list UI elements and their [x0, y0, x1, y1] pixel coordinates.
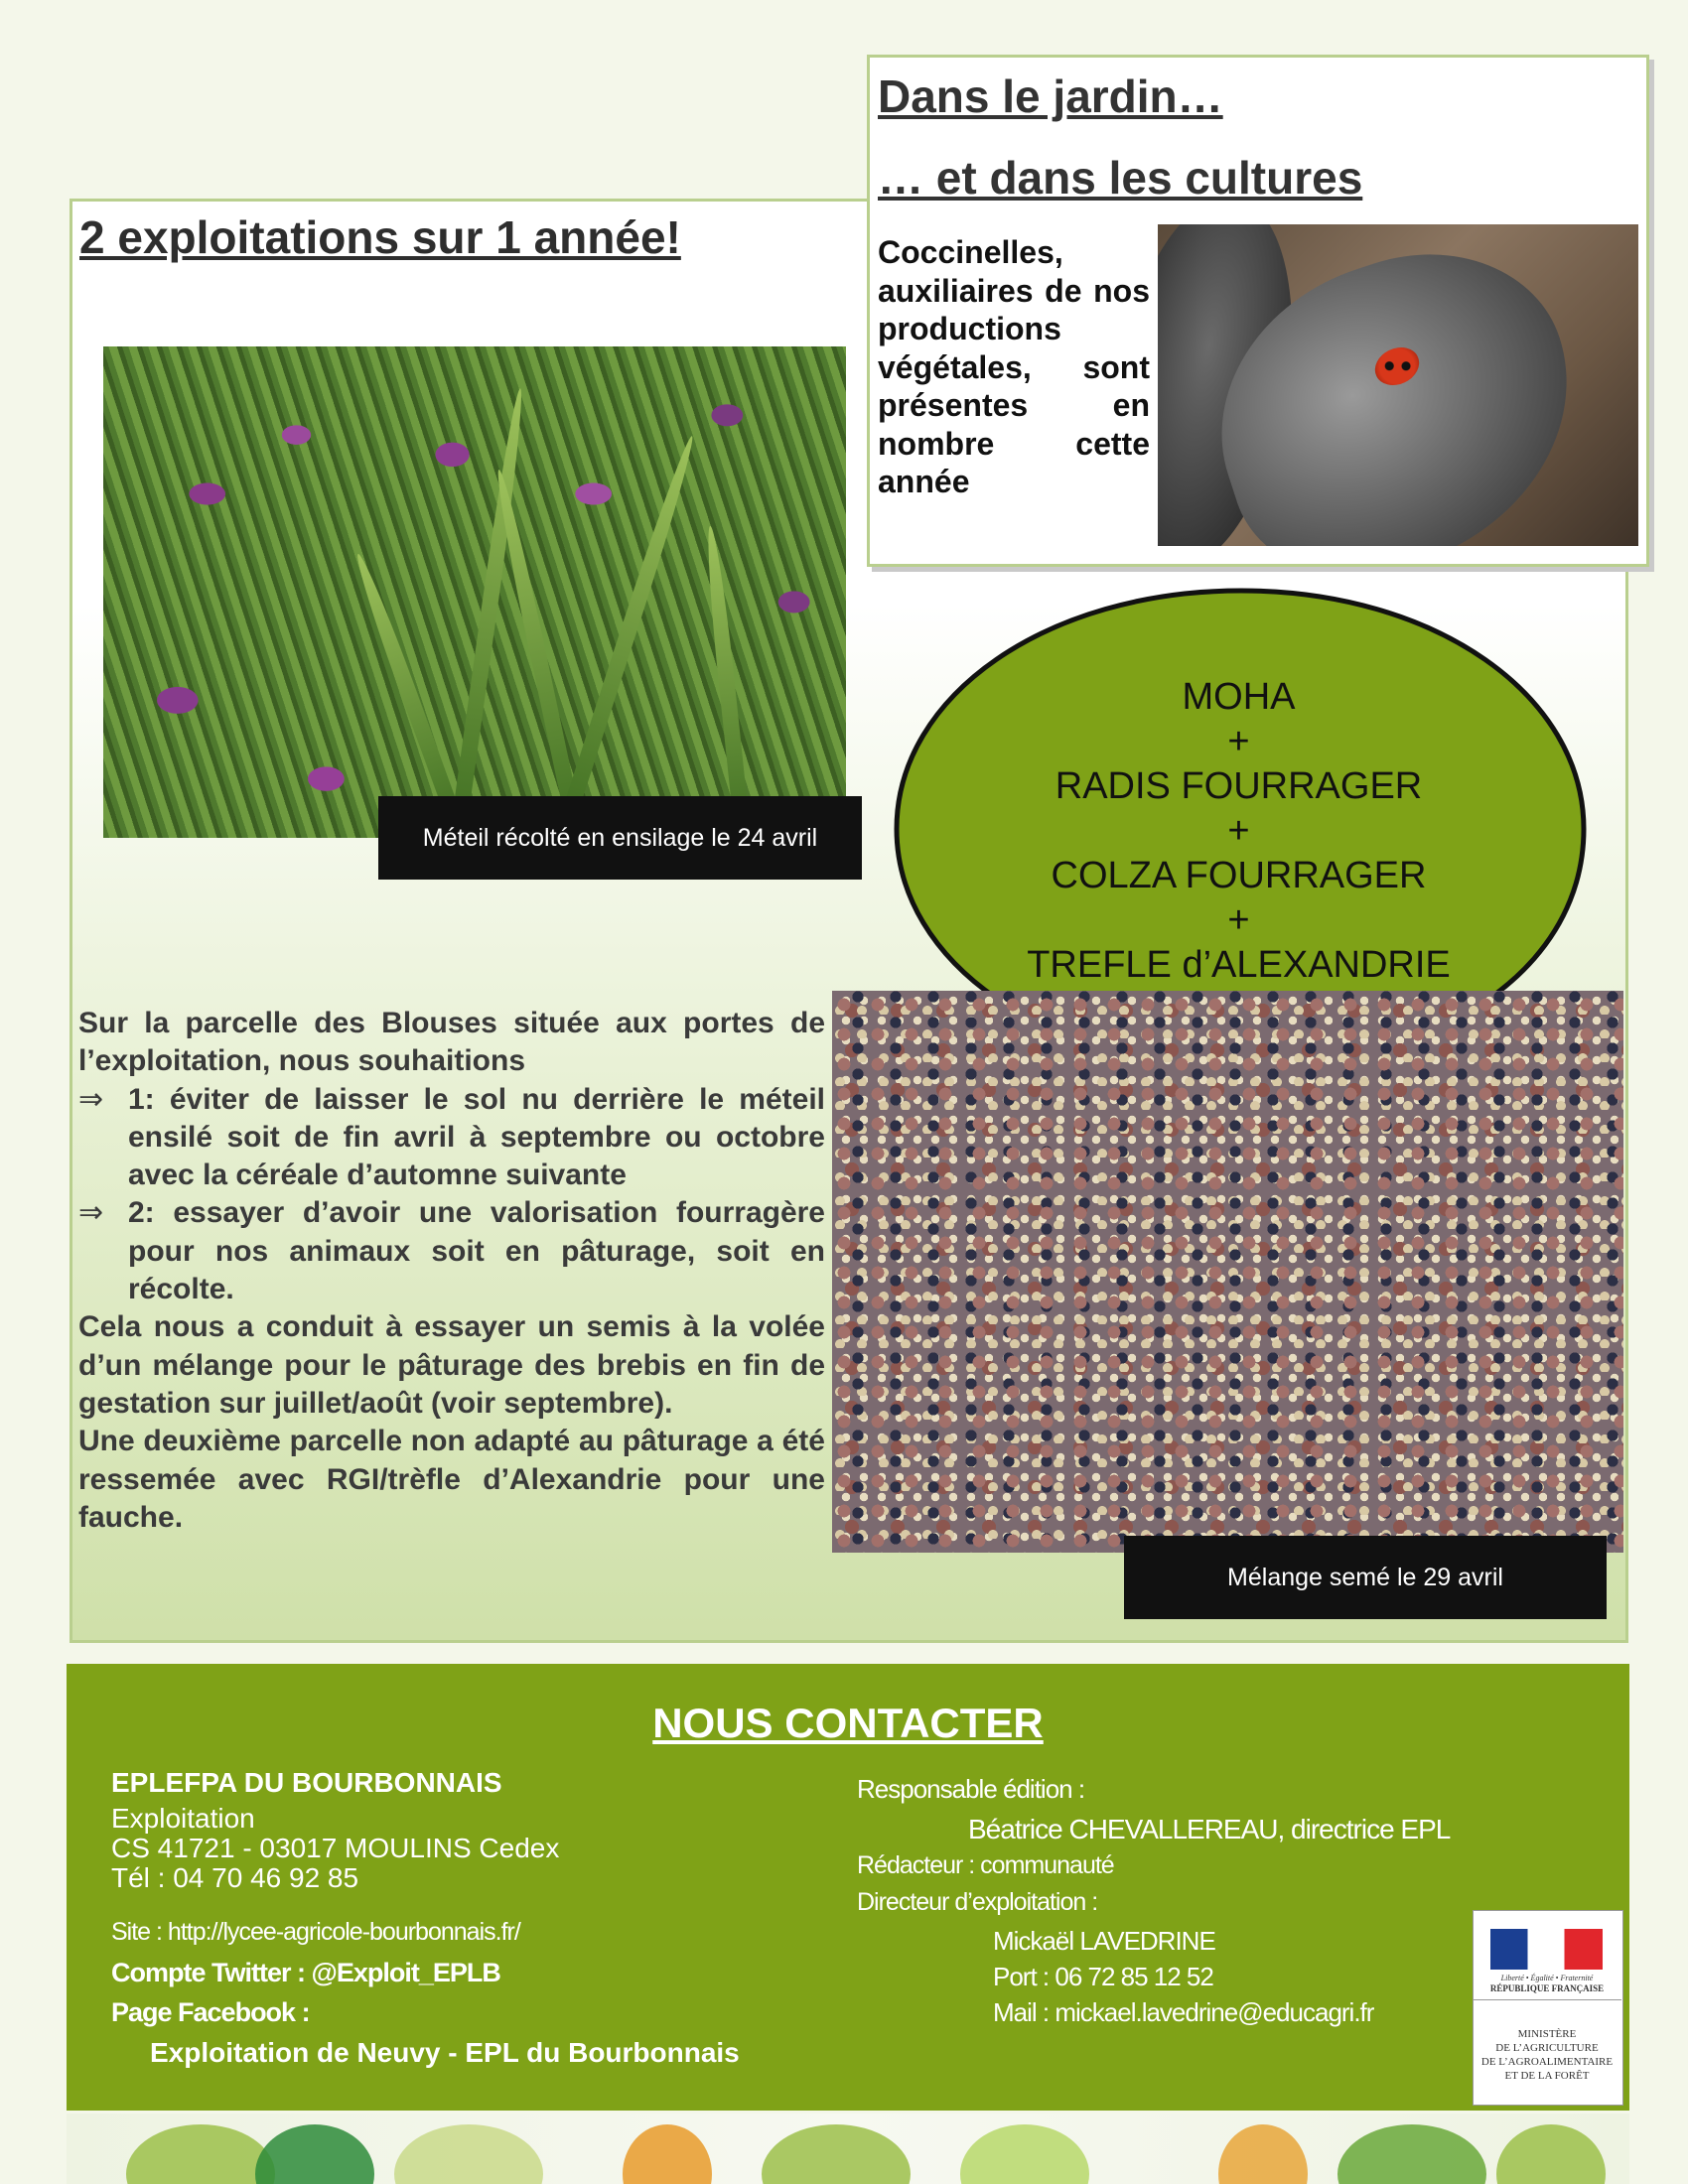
mix-line: TREFLE d’ALEXANDRIE	[1027, 944, 1451, 986]
org-phone: Tél : 04 70 46 92 85	[111, 1862, 359, 1893]
logo-ministry: MINISTÈRE	[1517, 2028, 1577, 2040]
crops-title: … et dans les cultures	[878, 152, 1363, 204]
contact-title: NOUS CONTACTER	[652, 1700, 1044, 1746]
arrow-icon: ⇒	[78, 1196, 104, 1230]
list-item	[78, 1081, 825, 1195]
seeds-caption: Mélange semé le 29 avril	[1124, 1536, 1607, 1619]
ladybug-photo	[1158, 224, 1638, 546]
logo-motto: Liberté • Égalité • Fraternité	[1500, 1974, 1594, 1982]
article-body	[78, 1005, 825, 1537]
intro-paragraph: Sur la parcelle des Blouses située aux portes de l’exploitation, nous souhaitions	[78, 1007, 825, 1078]
meteil-caption: Méteil récolté en ensilage le 24 avril	[378, 796, 862, 880]
writer-line: Rédacteur : communauté	[857, 1851, 1114, 1879]
facebook-label: Page Facebook :	[111, 1997, 310, 2027]
logo-republic: RÉPUBLIQUE FRANÇAISE	[1489, 1983, 1605, 1993]
website-link[interactable]: Site : http://lycee-agricole-bourbonnais.fr/	[111, 1918, 520, 1946]
mix-line: MOHA	[1182, 676, 1296, 718]
mix-plus: +	[1227, 810, 1250, 852]
paragraph: Cela nous a conduit à essayer un semis à la volée d’un mélange pour le pâturage des brebis en fin de gestation sur juillet/août (voir septembre).	[78, 1310, 825, 1420]
logo-ministry: ET DE LA FORÊT	[1504, 2070, 1590, 2082]
seeds-photo	[832, 991, 1623, 1553]
arrow-icon: ⇒	[78, 1082, 104, 1116]
director-email[interactable]: Mail : mickael.lavedrine@educagri.fr	[993, 1997, 1374, 2027]
twitter-link[interactable]: Compte Twitter : @Exploit_EPLB	[111, 1958, 500, 1987]
list-item	[78, 1194, 825, 1308]
mix-plus: +	[1227, 899, 1250, 941]
seed-mix-text	[909, 675, 1569, 988]
ladybug-text: Coccinelles, auxiliaires de nos productions végétales, sont présentes en nombre cette année	[878, 234, 1150, 499]
director-phone: Port : 06 72 85 12 52	[993, 1962, 1213, 1991]
main-title: 2 exploitations sur 1 année!	[79, 211, 681, 263]
logo-divider	[1473, 1999, 1621, 2000]
paragraph: Une deuxième parcelle non adapté au pâturage a été ressemée avec RGI/trèfle d’Alexandrie pour une fauche.	[78, 1425, 825, 1534]
org-unit: Exploitation	[111, 1803, 255, 1834]
mix-line: RADIS FOURRAGER	[1055, 765, 1423, 807]
org-address: CS 41721 - 03017 MOULINS Cedex	[111, 1833, 560, 1863]
bottom-decoration	[67, 2114, 1629, 2184]
garden-title: Dans le jardin…	[878, 70, 1223, 122]
list-item-text: 2: essayer d’avoir une valorisation fourragère pour nos animaux soit en pâturage, soit en récolte.	[128, 1196, 825, 1306]
org-name: EPLEFPA DU BOURBONNAIS	[111, 1767, 502, 1798]
meteil-field-photo	[103, 346, 846, 838]
facebook-link[interactable]: Exploitation de Neuvy - EPL du Bourbonnais	[150, 2037, 740, 2068]
editor-name: Béatrice CHEVALLEREAU, directrice EPL	[968, 1814, 1451, 1844]
list-item-text: 1: éviter de laisser le sol nu derrière le méteil ensilé soit de fin avril à septembre ou octobre avec la céréale d’automne suivante	[128, 1082, 825, 1192]
director-name: Mickaël LAVEDRINE	[993, 1926, 1215, 1956]
marianne-flag-icon	[1490, 1929, 1603, 1970]
director-label: Directeur d’exploitation :	[857, 1888, 1098, 1916]
logo-ministry: DE L’AGRICULTURE	[1495, 2042, 1599, 2054]
editor-label: Responsable édition :	[857, 1774, 1085, 1804]
mix-plus: +	[1227, 721, 1250, 762]
mix-line: COLZA FOURRAGER	[1051, 855, 1427, 896]
logo-ministry: DE L’AGROALIMENTAIRE	[1480, 2056, 1614, 2068]
